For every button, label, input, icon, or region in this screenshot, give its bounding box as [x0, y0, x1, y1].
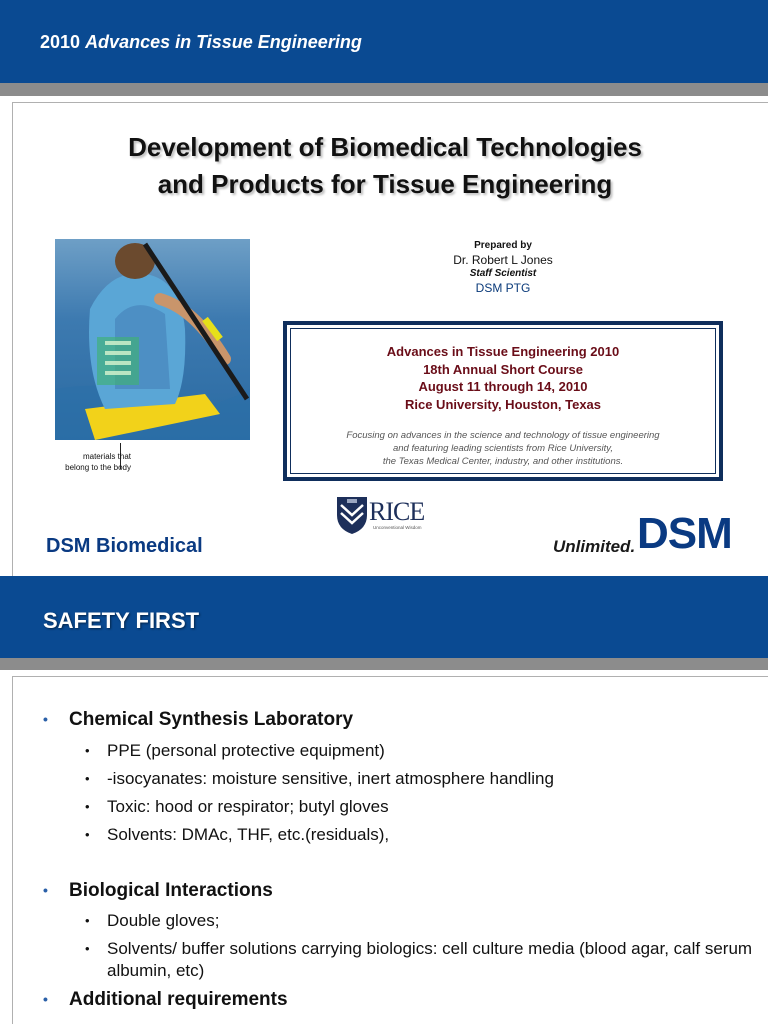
section-heading: • Biological Interactions [69, 880, 273, 902]
list-item: • Toxic: hood or respirator; butyl gloves [107, 796, 757, 818]
kayaker-photo [55, 239, 250, 440]
author-block [393, 239, 613, 295]
header-divider [0, 83, 768, 96]
safety-slide [12, 676, 768, 1024]
safety-band [0, 576, 768, 658]
course-details [291, 343, 715, 413]
slide-title-line1: Development of Biomedical Technologies [128, 132, 642, 162]
course-info-box [283, 321, 723, 481]
slide-title [13, 129, 757, 203]
dsm-biomedical-label: DSM Biomedical [46, 535, 203, 557]
rice-shield-icon [335, 495, 369, 535]
course-desc-line: and featuring leading scientists from Rice University, [392, 443, 613, 454]
author-role: Staff Scientist [469, 268, 537, 279]
course-desc-line: the Texas Medical Center, industry, and other institutions. [382, 456, 624, 467]
rice-logo [335, 495, 445, 537]
course-line: 18th Annual Short Course [423, 361, 583, 377]
rice-logo-text: RICE [369, 497, 425, 526]
safety-divider [0, 658, 768, 670]
rice-logo-tagline: Unconventional Wisdom [373, 525, 422, 530]
photo-caption [35, 451, 131, 473]
course-line: Advances in Tissue Engineering 2010 [386, 344, 620, 359]
author-name: Dr. Robert L Jones [453, 253, 553, 267]
course-line: Rice University, Houston, Texas [404, 396, 602, 412]
list-item: • Solvents: DMAc, THF, etc.(residuals), [107, 824, 757, 846]
dsm-logo: DSM [637, 509, 732, 558]
title-slide [12, 102, 768, 576]
course-line: August 11 through 14, 2010 [418, 379, 588, 394]
photo-caption-line2: belong to the body [65, 463, 131, 472]
section-heading: • Chemical Synthesis Laboratory [69, 709, 353, 731]
header-title-italic: Advances in Tissue Engineering [85, 32, 362, 52]
course-desc-line: Focusing on advances in the science and technology of tissue engineering [346, 430, 660, 441]
header-band [0, 0, 768, 83]
course-description [291, 429, 715, 468]
list-item: • Double gloves; [107, 910, 757, 932]
list-item: • -isocyanates: moisture sensitive, inert atmosphere handling [107, 768, 757, 790]
safety-band-title: SAFETY FIRST [43, 608, 200, 633]
header-band-title [40, 32, 362, 53]
unlimited-tagline: Unlimited. [553, 537, 636, 556]
author-org: DSM PTG [475, 281, 531, 295]
course-info-box-inner [290, 328, 716, 474]
slide-title-line2: and Products for Tissue Engineering [157, 169, 613, 199]
prepared-by-label: Prepared by [474, 240, 532, 251]
photo-caption-line1: materials that [82, 452, 131, 461]
section-heading: • Additional requirements [69, 989, 288, 1011]
list-item: • Solvents/ buffer solutions carrying biologics: cell culture media (blood agar, calf serum albumin, etc) [107, 938, 757, 982]
list-item: • PPE (personal protective equipment) [107, 740, 757, 762]
header-year: 2010 [40, 32, 81, 52]
